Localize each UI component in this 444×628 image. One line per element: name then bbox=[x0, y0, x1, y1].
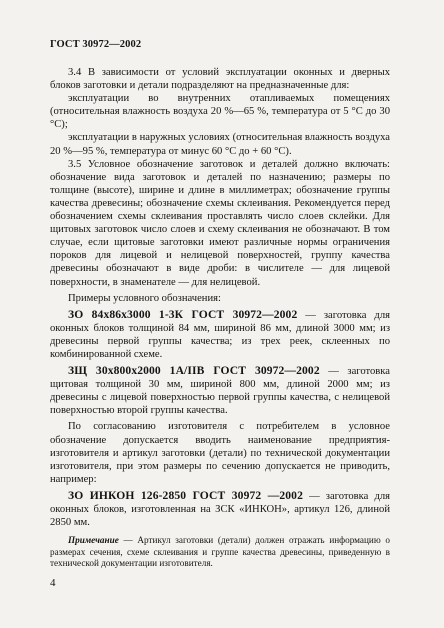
document-body bbox=[50, 66, 390, 569]
example-2 bbox=[50, 364, 390, 417]
agreement-paragraph: По согласованию изготовителя с потребителем в условное обозначение допускается вводить наименование предприятия-изготовителя и артикул заготовки (детали) по технической документации изготовителя, при этом размеры по сечению допускается не приводить, например: bbox=[50, 421, 390, 485]
example-1-code: ЗО 84х86х3000 1-3К ГОСТ 30972—2002 bbox=[68, 307, 298, 321]
note-label: Примечание bbox=[68, 535, 119, 546]
paragraph-3-4: 3.4 В зависимости от условий эксплуатации оконных и дверных блоков заготовки и детали подразделяют на предназначенные для: bbox=[50, 67, 390, 92]
paragraph-3-5: 3.5 Условное обозначение заготовок и деталей должно включать: обозначение вида заготовок и деталей по назначению; размеры по толщине (высоте), ширине и длине в миллиметрах; обозначение группы качества древесины; обозначение схемы склеивания. Рекомендуется перед обозначением схемы склеивания проставлять число слоев склейки. Для щитовых заготовок число слоев и схему склеивания не обозначают. В том случае, если щитовые заготовки имеют различные нормы ограничения пороков для лицевой и нелицевой поверхностей, группу качества древесины обозначают в виде дроби: в числителе — для лицевой поверхности, в знаменателе — для нелицевой. bbox=[50, 158, 390, 288]
paragraph-outdoor-conditions: эксплуатации в наружных условиях (относительная влажность воздуха 20 %—95 %, температура от минус 60 °С до + 60 °С). bbox=[50, 132, 390, 157]
example-3-text: — заготовка для оконных блоков, изготовленная на ЗСК «ИНКОН», артикул 126, длиной 2850 мм. bbox=[50, 490, 390, 529]
example-1 bbox=[50, 308, 390, 361]
paragraph-indoor-conditions: эксплуатации во внутренних отапливаемых помещениях (относительная влажность воздуха 20 %—65 %, температура от 5 °С до 30 °С); bbox=[50, 93, 390, 131]
note-text: — Артикул заготовки (детали) должен отражать информацию о размерах сечения, схеме склеивания и группе качества древесины, приведенную в технической документации изготовителя. bbox=[50, 535, 390, 568]
example-2-text: — заготовка щитовая толщиной 30 мм, шириной 800 мм, длиной 2000 мм; из древесины с лицевой поверхностью первой группы качества, с нелицевой поверхностью второй группы качества. bbox=[50, 366, 390, 417]
example-3 bbox=[50, 489, 390, 529]
example-2-code: ЗЩ 30х800х2000 1А/IIВ ГОСТ 30972—2002 bbox=[68, 364, 320, 378]
example-1-text: — заготовка для оконных блоков толщиной 84 мм, шириной 86 мм, длиной 3000 мм; из древесины первой группы качества; из трех реек, склеенных по комбинированной схеме. bbox=[50, 309, 390, 360]
note bbox=[50, 535, 390, 569]
examples-heading: Примеры условного обозначения: bbox=[68, 292, 221, 304]
example-3-code: ЗО ИНКОН 126-2850 ГОСТ 30972 —2002 bbox=[68, 488, 303, 502]
page-number: 4 bbox=[50, 577, 56, 589]
standard-header: ГОСТ 30972—2002 bbox=[50, 39, 142, 50]
